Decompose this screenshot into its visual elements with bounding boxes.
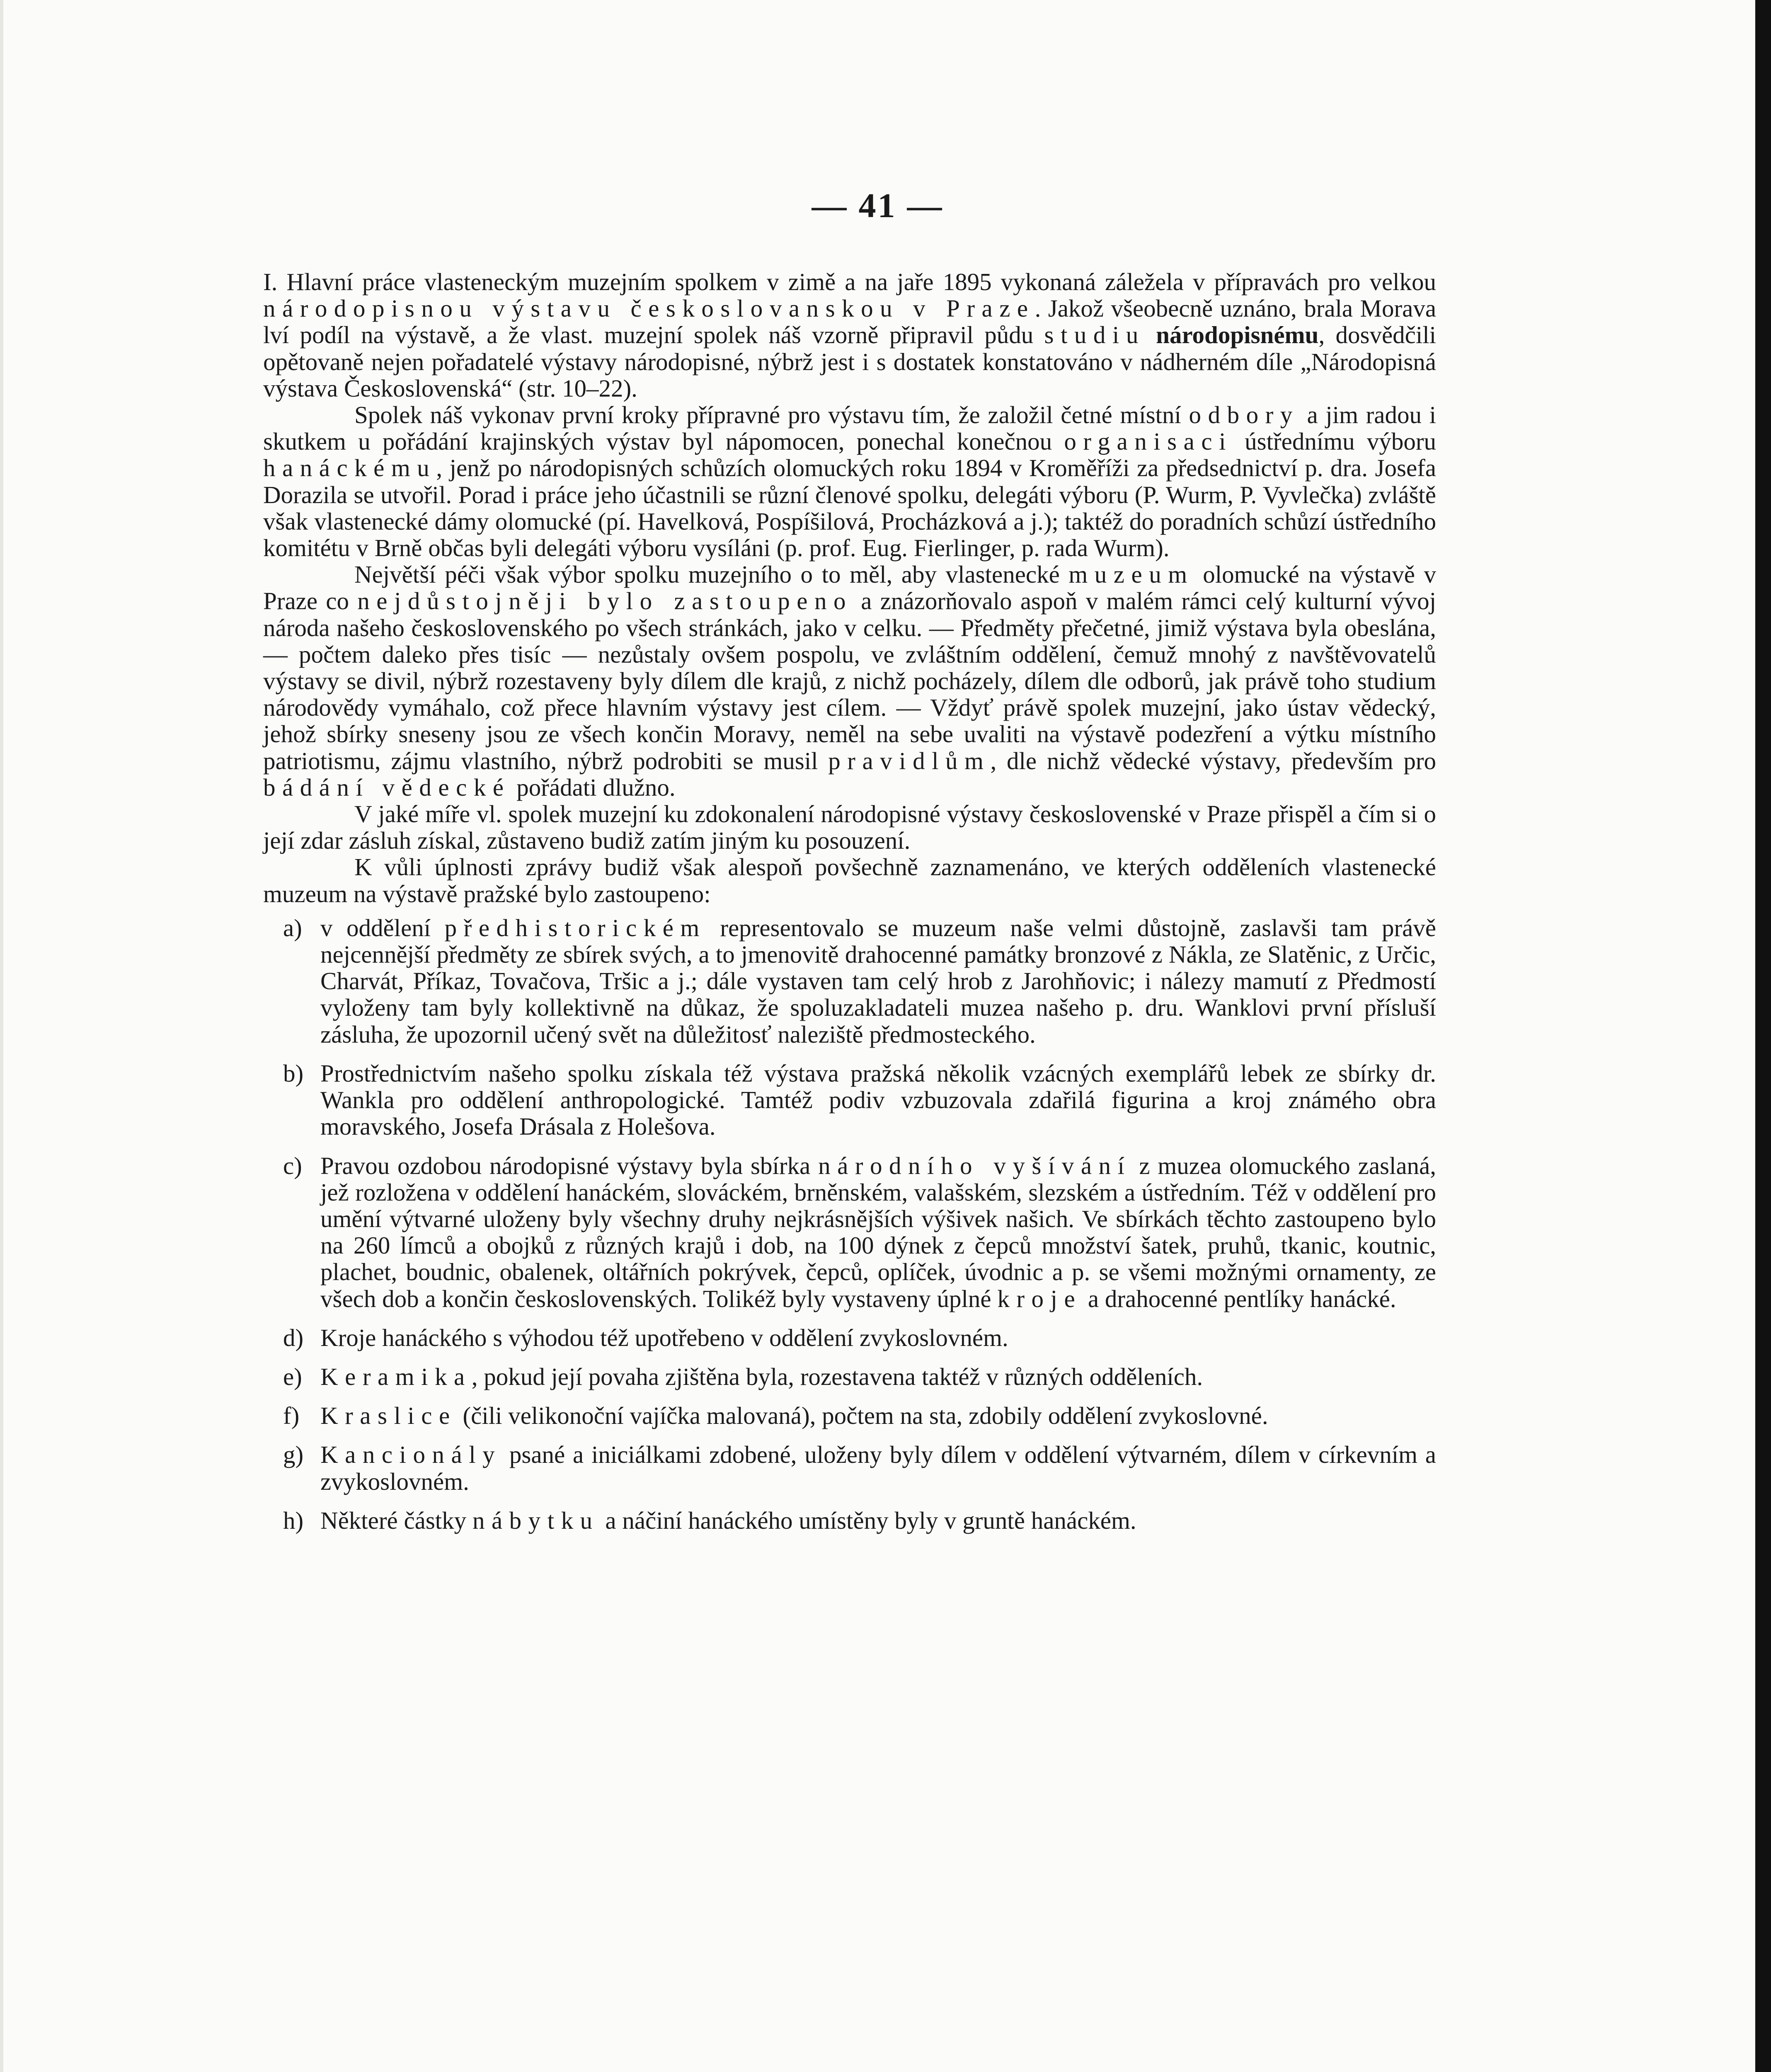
text-run: ústřednímu výboru bbox=[1232, 428, 1437, 455]
list-item-text bbox=[313, 915, 1436, 1048]
emphasized-text: kroje bbox=[997, 1285, 1082, 1312]
list-item bbox=[263, 1363, 1436, 1390]
scan-edge bbox=[0, 0, 3, 2072]
text-run: v oddělení bbox=[320, 914, 445, 942]
exhibit-list bbox=[263, 915, 1436, 1534]
page-number: — 41 — bbox=[812, 186, 944, 225]
text-run: I. Hlavní práce vlasteneckým muzejním spolkem v zimě a na jaře 1895 vykonaná záležela v přípravách pro velkou bbox=[263, 268, 1436, 295]
emphasized-text: muzeum bbox=[1068, 561, 1194, 588]
list-item bbox=[263, 1441, 1436, 1494]
list-marker: e) bbox=[283, 1363, 302, 1390]
list-item bbox=[263, 1152, 1436, 1312]
list-item bbox=[263, 915, 1436, 1048]
text-run: Spolek náš vykonav první kroky přípravné pro výstavu tím, že založil četné místní bbox=[354, 401, 1189, 429]
bold-text: národopisnému bbox=[1156, 321, 1319, 349]
text-run: z muzea olomuckého zaslaná, jež rozložena v oddělení hanáckém, slováckém, brněnském, valašském, slezském a ústředním. Též v oddělení pro umění výtvarné uloženy byly všechny druhy nejkrásnějších výšivek našich. Ve sbírkách těchto zastoupeno bylo na 260 límců a obojků z různých krajů i dob, na 100 dýnek z čepců množství šatek, pruhů, tkanic, koutnic, plachet, boudnic, obalenek, oltářních pokrývek, čepců, oplíček, úvodnic a p. se všemi možnými ornamenty, ze všech dob a končin československých. Tolikéž byly vystaveny úplné bbox=[320, 1152, 1436, 1312]
text-run: K vůli úplnosti zprávy budiž však alespoň povšechně zaznamenáno, ve kterých odděleních vlastenecké muzeum na výstavě pražské bylo zastoupeno: bbox=[263, 853, 1436, 908]
emphasized-text: národopisnou výstavu českoslovanskou v Praze bbox=[263, 295, 1035, 322]
emphasized-text: Kancionály bbox=[320, 1441, 502, 1469]
list-item bbox=[263, 1402, 1436, 1429]
list-marker: a) bbox=[283, 914, 302, 942]
list-marker: c) bbox=[283, 1152, 302, 1179]
paragraph-spolek bbox=[263, 402, 1436, 561]
text-run: Největší péči však výbor spolku muzejního o to měl, aby vlastenecké bbox=[354, 561, 1069, 588]
emphasized-text: odbory bbox=[1189, 401, 1299, 429]
list-item bbox=[263, 1324, 1436, 1351]
text-run: , dosvědčili opětovaně nejen pořadatelé výstavy národopisné, nýbrž jest i s dostatek konstatováno v nádherném díle „Národopisná výstava Československá“ (str. 10–22). bbox=[263, 321, 1436, 402]
text-run: , dle nichž vědecké výstavy, především pro bbox=[990, 747, 1436, 775]
list-marker: g) bbox=[283, 1441, 304, 1469]
text-run: Pravou ozdobou národopisné výstavy byla sbírka bbox=[320, 1152, 819, 1179]
list-item-text bbox=[313, 1507, 1436, 1534]
list-marker: h) bbox=[283, 1506, 304, 1534]
paragraph-group bbox=[263, 269, 1436, 907]
text-run: (čili velikonoční vajíčka malovaná), počtem na sta, zdobily oddělení zvykoslovné. bbox=[456, 1402, 1268, 1430]
emphasized-text: studiu bbox=[1044, 321, 1145, 349]
list-item-text bbox=[313, 1060, 1436, 1140]
text-run: a jim radou i skutkem u pořádání krajinských výstav byl nápomocen, ponechal konečnou bbox=[263, 401, 1436, 455]
text-run: a náčiní hanáckého umístěny byly v gruntě hanáckém. bbox=[599, 1506, 1136, 1534]
list-marker: f) bbox=[283, 1402, 300, 1430]
emphasized-text: Kraslice bbox=[320, 1402, 457, 1430]
paragraph-uplnost bbox=[263, 854, 1436, 907]
emphasized-text: hanáckému bbox=[263, 454, 436, 482]
text-run: , jenž po národopisných schůzích olomuckých roku 1894 v Kroměříži za předsednictví p. dra. Josefa Dorazila se utvořil. Porad i práce jeho účastnili se různí členové spolku, delegáti výboru (P. Wurm, P. Vyvlečka) zvláště však vlastenecké dámy olomucké (pí. Havelková, Pospíšilová, Procházková a j.); taktéž do poradních schůzí ústředního komitétu v Brně občas byli delegáti výboru vysíláni (p. prof. Eug. Fierlinger, p. rada Wurm). bbox=[263, 454, 1436, 562]
text-run: . Jakož všeobecně uznáno, brala Morava lví podíl na výstavě, a že vlast. muzejní spolek náš vzorně připravil půdu bbox=[263, 295, 1437, 349]
emphasized-text: Keramika bbox=[320, 1363, 472, 1390]
emphasized-text: pravidlům bbox=[828, 747, 991, 775]
text-run: psané a iniciálkami zdobené, uloženy byly dílem v oddělení výtvarném, dílem v církevním a zvykoslovném. bbox=[320, 1441, 1436, 1495]
list-item bbox=[263, 1060, 1436, 1140]
text-run: a znázorňovalo aspoň v malém rámci celý kulturní vývoj národa našeho československého po všech stránkách, jako v celku. — Předměty přečetné, jimiž výstava byla obeslána, — počtem daleko přes tisíc — nezůstaly ovšem pospolu, ve zvláštním oddělení, čemuž mnohý z navštěvovatelů výstavy se divil, nýbrž rozestaveny byly dílem dle krajů, z nichž pocházely, dílem dle odborů, jak právě toho studium národovědy vymáhalo, což přece hlavním výstavy jest cílem. — Vždyť právě spolek muzejní, jako ústav vědecký, jehož sbírky sneseny jsou ze všech končin Moravy, neměl na sebe uvaliti na výstavě podezření a výtku místního patriotismu, zájmu vlastního, nýbrž podrobiti se musil bbox=[263, 587, 1437, 775]
list-item-text bbox=[313, 1402, 1436, 1429]
paragraph-intro bbox=[263, 269, 1436, 402]
list-marker: b) bbox=[283, 1059, 304, 1087]
text-run: V jaké míře vl. spolek muzejní ku zdokonalení národopisné výstavy československé v Praze přispěl a čím si o její zdar zásluh získal, zůstaveno budiž zatím jiným ku posouzení. bbox=[263, 800, 1436, 854]
text-run: Některé částky bbox=[320, 1506, 472, 1534]
text-run: representovalo se muzeum naše velmi důstojně, zaslavši tam právě nejcennější předměty ze sbírek svých, a to jmenovitě drahocenné památky bronzové z Nákla, ze Slatěnic, z Určic, Charvát, Příkaz, Tovačova, Tršic a j.; dále vystaven tam celý hrob z Jarohňovic; i nálezy mamutí z Předmostí vyloženy tam byly kollektivně na důkaz, že spoluzakladateli muzea našeho p. dru. Wanklovi první přísluší zásluha, že upozornil učený svět na důležitosť naleziště předmosteckého. bbox=[320, 914, 1436, 1048]
body-text bbox=[263, 269, 1436, 1546]
list-item-text bbox=[313, 1324, 1436, 1351]
list-item bbox=[263, 1507, 1436, 1534]
text-run: , pokud její povaha zjištěna byla, rozestavena taktéž v různých odděleních. bbox=[471, 1363, 1203, 1390]
emphasized-text: nejdůstojněji bylo zastoupeno bbox=[357, 587, 853, 615]
text-run: Kroje hanáckého s výhodou též upotřebeno v oddělení zvykoslovném. bbox=[320, 1324, 1008, 1351]
emphasized-text: nábytku bbox=[472, 1506, 599, 1534]
emphasized-text: bádání vědecké bbox=[263, 773, 511, 801]
list-item-text bbox=[313, 1441, 1436, 1494]
text-run: olomucké na výstavě v Praze co bbox=[263, 561, 1436, 615]
list-item-text bbox=[313, 1152, 1436, 1312]
text-run: Prostřednictvím našeho spolku získala též výstava pražská několik vzácných exemplářů lebek ze sbírky dr. Wankla pro oddělení anthropologické. Tamtéž podiv vzbuzovala zdařilá figurina a kroj známého obra moravského, Josefa Drásala z Holešova. bbox=[320, 1059, 1436, 1140]
paragraph-pece bbox=[263, 561, 1436, 801]
paragraph-mira bbox=[263, 801, 1436, 854]
list-item-text bbox=[313, 1363, 1436, 1390]
text-run bbox=[1145, 321, 1156, 349]
emphasized-text: předhistorickém bbox=[444, 914, 706, 942]
emphasized-text: národního vyšívání bbox=[818, 1152, 1131, 1179]
text-run: pořádati dlužno. bbox=[510, 773, 676, 801]
text-run: a drahocenné pentlíky hanácké. bbox=[1082, 1285, 1396, 1312]
list-marker: d) bbox=[283, 1324, 304, 1351]
emphasized-text: organisaci bbox=[1064, 428, 1233, 455]
